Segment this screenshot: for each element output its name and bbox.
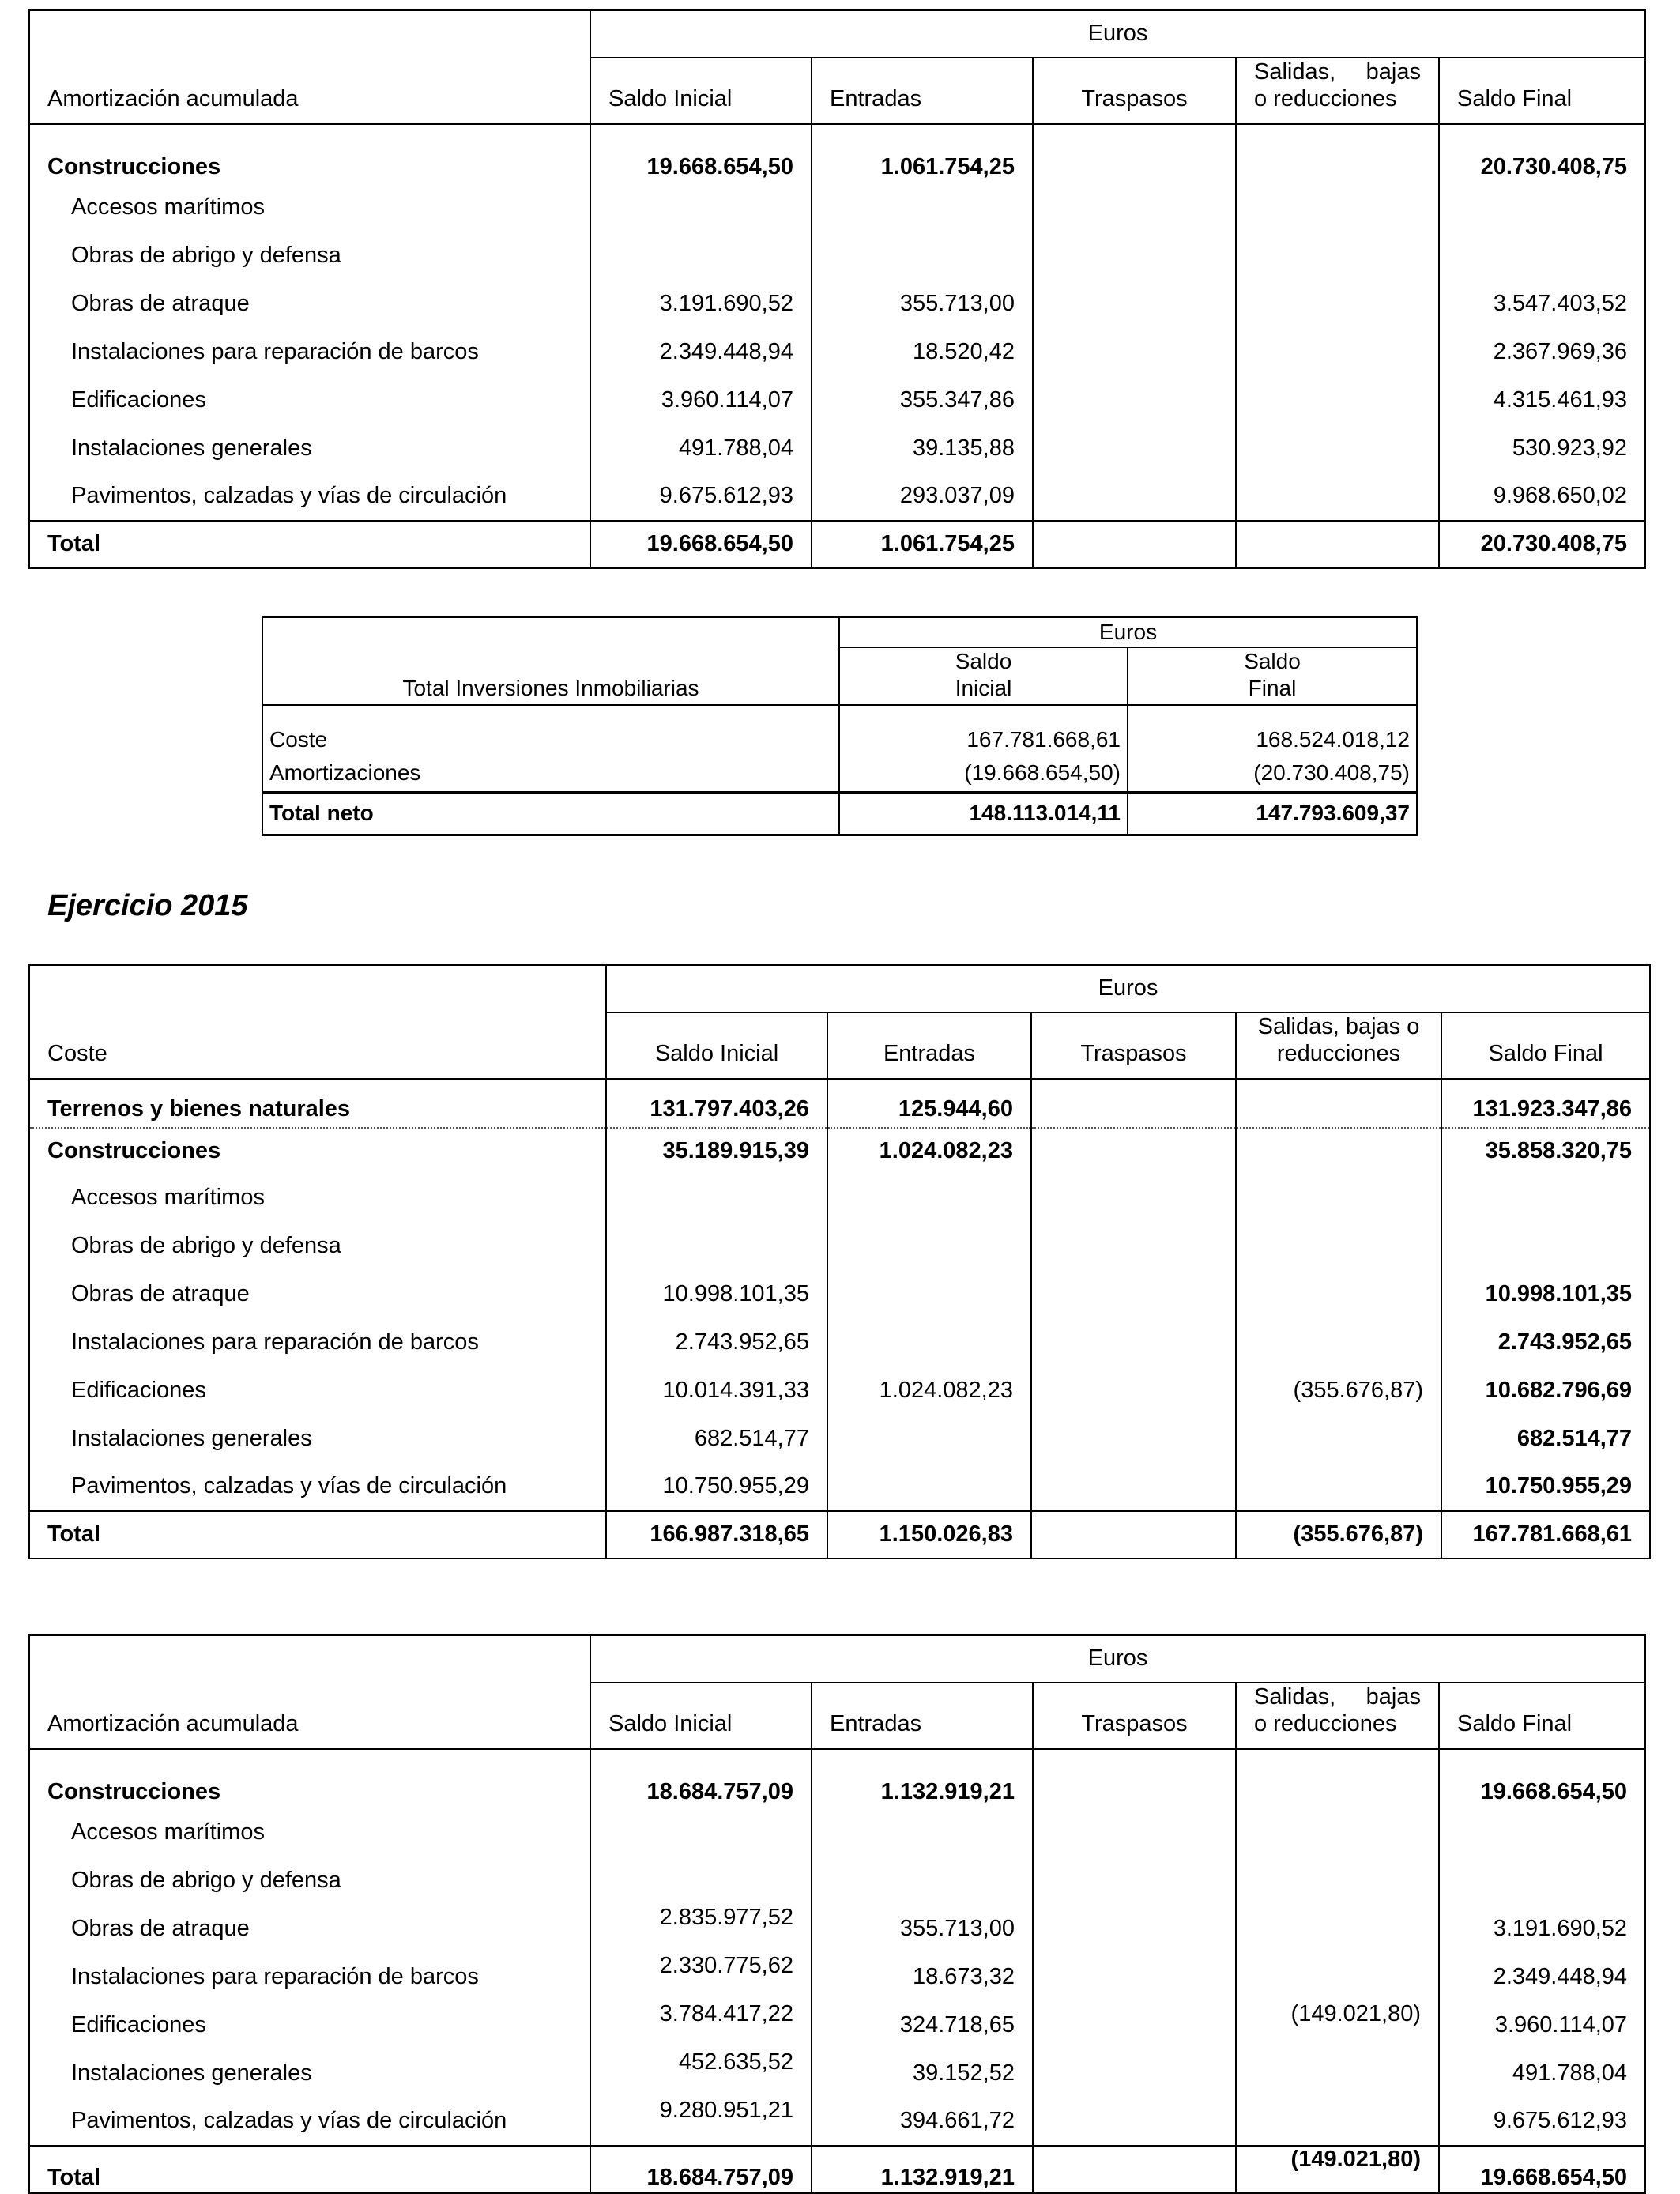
col-saldo-final: Saldo Final <box>1439 58 1645 124</box>
total-row: Total 18.684.757,09 1.132.919,21 (149.021,80) 19.668.654,50 <box>29 2146 1645 2193</box>
table-row: Obras de abrigo y defensa <box>29 1222 1650 1270</box>
table-row: Edificaciones 3.960.114,07 355.347,86 4.315.461,93 <box>29 376 1645 424</box>
currency-header: Euros <box>590 1635 1645 1683</box>
table-row: Instalaciones para reparación de barcos 2.743.952,65 2.743.952,65 <box>29 1318 1650 1367</box>
col-salidas: Salidas, bajas o reducciones <box>1236 58 1439 124</box>
col-saldo-inicial: Saldo Inicial <box>590 58 812 124</box>
table-row: Pavimentos, calzadas y vías de circulación 9.675.612,93 293.037,09 9.968.650,02 <box>29 473 1645 521</box>
col-entradas: Entradas <box>827 1012 1031 1079</box>
land-row: Terrenos y bienes naturales 131.797.403,26 125.944,60 131.923.347,86 <box>29 1079 1650 1128</box>
col-traspasos: Traspasos <box>1033 58 1236 124</box>
table-row: Accesos marítimos <box>29 183 1645 232</box>
total-row: Total 166.987.318,65 1.150.026,83 (355.676,87) 167.781.668,61 <box>29 1511 1650 1559</box>
amortization-table-2015 <box>28 1634 1646 2194</box>
table-row: Edificaciones 10.014.391,33 1.024.082,23 (355.676,87) 10.682.796,69 <box>29 1367 1650 1415</box>
col-traspasos: Traspasos <box>1033 1683 1236 1749</box>
col-saldo-final: Saldo Final <box>1439 1683 1645 1749</box>
table-title: Amortización acumulada <box>29 1635 590 1749</box>
table-row: Instalaciones para reparación de barcos 2.349.448,94 18.520,42 2.367.969,36 <box>29 328 1645 376</box>
total-row: Total neto 148.113.014,11 147.793.609,37 <box>262 792 1417 835</box>
section-title: Ejercicio 2015 <box>47 889 248 922</box>
table-row: Coste 167.781.668,61 168.524.018,12 <box>262 705 1417 756</box>
col-entradas: Entradas <box>812 1683 1033 1749</box>
table-title: Coste <box>29 965 606 1079</box>
table-row: Pavimentos, calzadas y vías de circulación 9.280.951,21 394.661,72 9.675.612,93 <box>29 2098 1645 2146</box>
group-row: Construcciones 35.189.915,39 1.024.082,23 35.858.320,75 <box>29 1128 1650 1174</box>
col-saldo-inicial: Saldo Inicial <box>606 1012 827 1079</box>
table-row: Instalaciones generales 452.635,52 39.152,52 491.788,04 <box>29 2049 1645 2098</box>
table-row: Obras de atraque 3.191.690,52 355.713,00 3.547.403,52 <box>29 280 1645 328</box>
table-title: Amortización acumulada <box>29 10 590 124</box>
table-row: Instalaciones para reparación de barcos 2.330.775,62 18.673,32 2.349.448,94 <box>29 1953 1645 2001</box>
table-row: Amortizaciones (19.668.654,50) (20.730.408,75) <box>262 756 1417 792</box>
col-traspasos: Traspasos <box>1031 1012 1236 1079</box>
table-row: Obras de abrigo y defensa <box>29 1857 1645 1905</box>
col-saldo-inicial: Saldo Inicial <box>590 1683 812 1749</box>
cost-table-2015 <box>28 964 1651 1559</box>
summary-title: Total Inversiones Inmobiliarias <box>262 617 839 705</box>
col-saldo-final: Saldo Final <box>1128 647 1417 705</box>
table-row: Pavimentos, calzadas y vías de circulación 10.750.955,29 10.750.955,29 <box>29 1463 1650 1511</box>
total-row: Total 19.668.654,50 1.061.754,25 20.730.408,75 <box>29 521 1645 568</box>
group-row: Construcciones 18.684.757,09 1.132.919,21 19.668.654,50 <box>29 1749 1645 1808</box>
table-row: Obras de abrigo y defensa <box>29 232 1645 280</box>
summary-table <box>262 616 1418 836</box>
amortization-table-top <box>28 9 1646 569</box>
table-row: Obras de atraque 10.998.101,35 10.998.101,35 <box>29 1270 1650 1318</box>
table-row: Instalaciones generales 491.788,04 39.135,88 530.923,92 <box>29 424 1645 473</box>
table-row: Edificaciones 3.784.417,22 324.718,65 (149.021,80) 3.960.114,07 <box>29 2001 1645 2049</box>
col-salidas: Salidas, bajas o reducciones <box>1236 1683 1439 1749</box>
currency-header: Euros <box>606 965 1650 1012</box>
group-row: Construcciones 19.668.654,50 1.061.754,25 20.730.408,75 <box>29 124 1645 183</box>
currency-header: Euros <box>839 617 1417 647</box>
table-row: Accesos marítimos <box>29 1174 1650 1222</box>
currency-header: Euros <box>590 10 1645 58</box>
col-entradas: Entradas <box>812 58 1033 124</box>
table-row: Accesos marítimos <box>29 1808 1645 1857</box>
table-row: Obras de atraque 2.835.977,52 355.713,00 3.191.690,52 <box>29 1905 1645 1953</box>
col-saldo-final: Saldo Final <box>1441 1012 1650 1079</box>
col-saldo-inicial: Saldo Inicial <box>839 647 1128 705</box>
table-row: Instalaciones generales 682.514,77 682.514,77 <box>29 1415 1650 1463</box>
col-salidas: Salidas, bajas o reducciones <box>1236 1012 1441 1079</box>
